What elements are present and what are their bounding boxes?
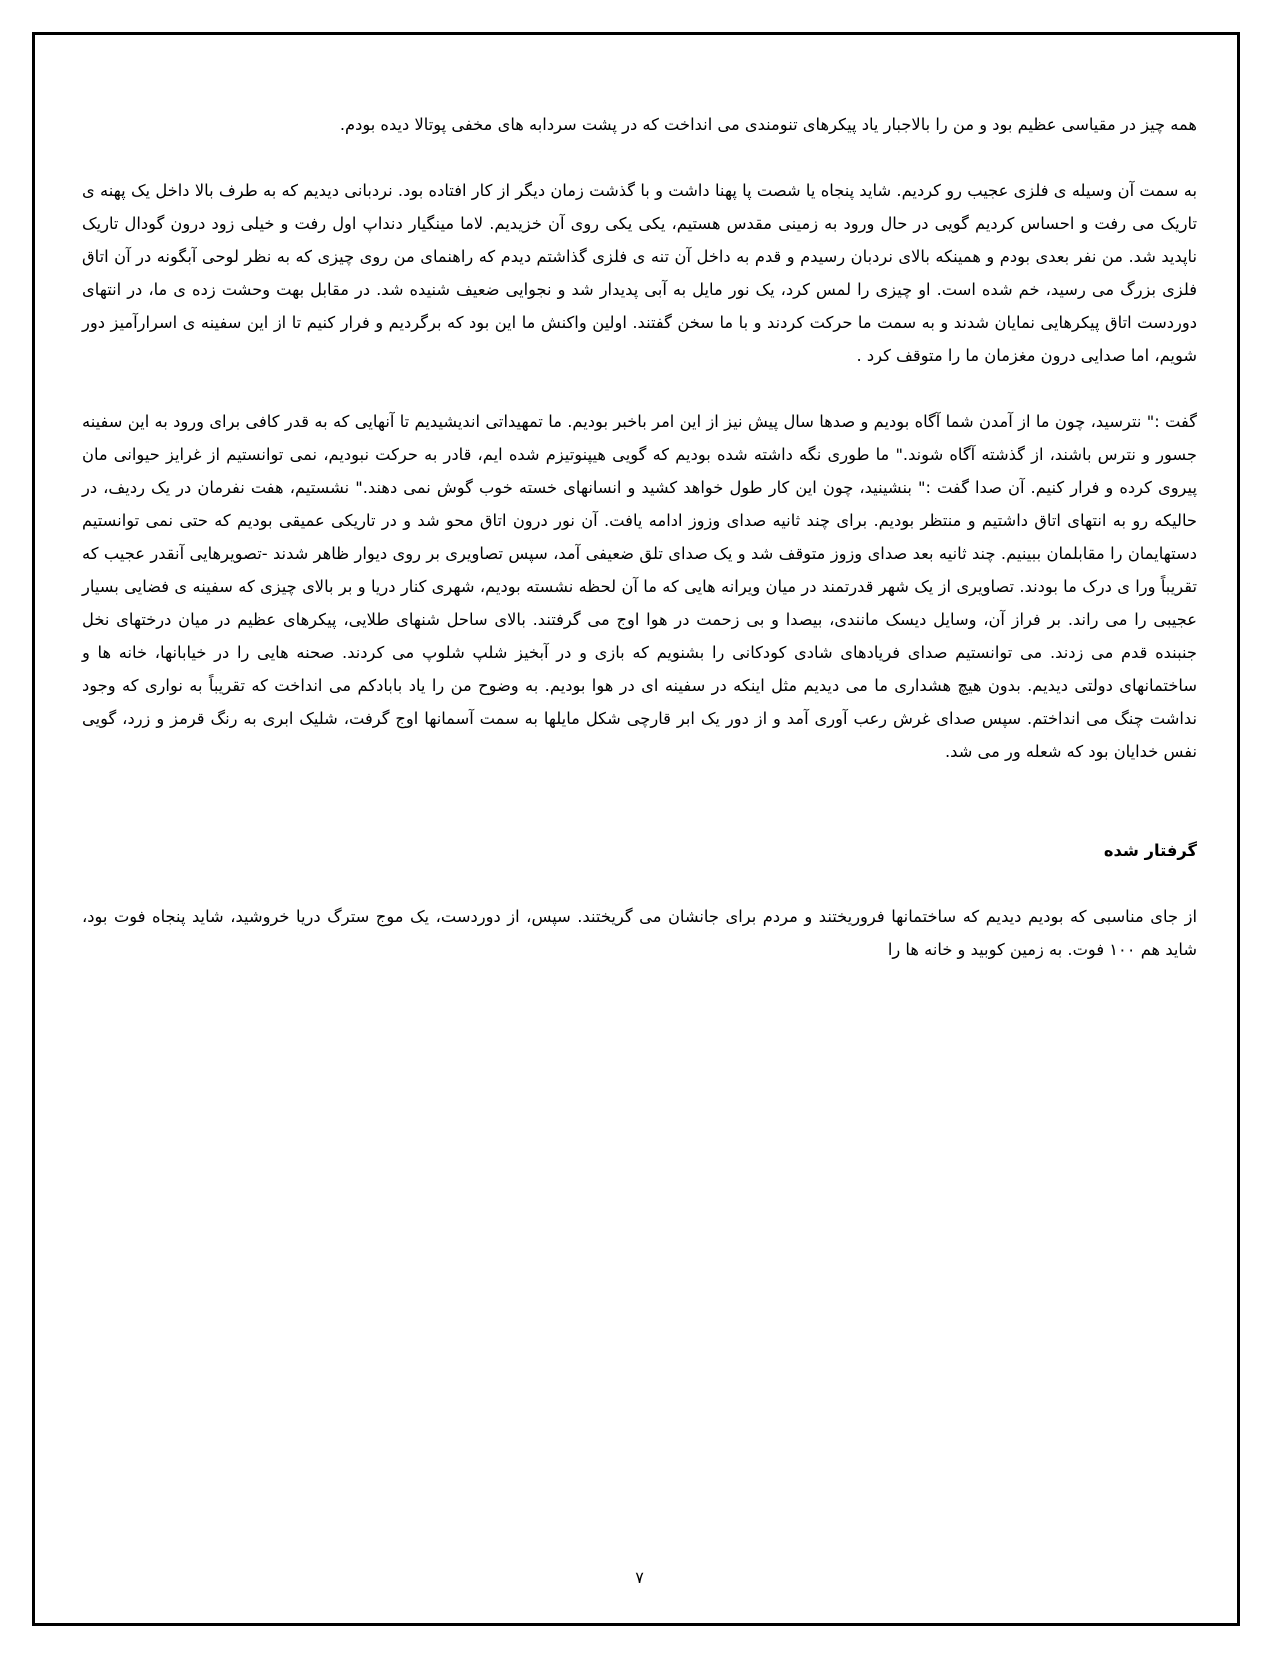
paragraph-4: از جای مناسبی که بودیم دیدیم که ساختمانها فروریختند و مردم برای جانشان می گریختند. سپس، از دوردست، یک موج سترگ دریا خروشید، شاید پنجاه فوت بود، شاید هم ۱۰۰ فوت. به زمین کوبید و خانه ها را	[82, 907, 1197, 959]
section-heading: گرفتار شده	[1103, 841, 1197, 860]
document-body	[82, 108, 1197, 966]
paragraph-3: گفت :" نترسید، چون ما از آمدن شما آگاه بودیم و صدها سال پیش نیز از این امر باخبر بودیم. ما تمهیداتی اندیشیدیم تا آنهایی که به قدر کافی برای ورود به این سفینه جسور و نترس باشند، از گذشته آگاه شوند." ما طوری نگه داشته شده بودیم که گویی هیپنوتیزم شده ایم، قادر به حرکت نبودیم، نمی توانستیم از غرایز حیوانی مان پیروی کرده و فرار کنیم. آن صدا گفت :" بنشینید، چون این کار طول خواهد کشید و انسانهای خسته خوب گوش نمی دهند." نشستیم، هفت نفرمان در یک ردیف، در حالیکه رو به انتهای اتاق داشتیم و منتظر بودیم. برای چند ثانیه صدای وزوز ادامه یافت. آن نور درون اتاق محو شد و در تاریکی عمیقی بودیم که حتی نمی توانستیم دستهایمان را مقابلمان ببینیم. چند ثانیه بعد صدای وزوز متوقف شد و یک صدای تلق ضعیفی آمد، سپس تصاویری بر روی دیوار ظاهر شدند -تصویرهایی آنقدر عجیب که تقریباً ورا ی درک ما بودند. تصاویری از یک شهر قدرتمند در میان ویرانه هایی که ما آن لحظه نشسته بودیم، شهری کنار دریا و بر بالای چیزی که سفینه ی فضایی بسیار عجیبی را می راند. بر فراز آن، وسایل دیسک مانندی، بیصدا و بی زحمت در هوا اوج می گرفتند. بالای ساحل شنهای طلایی، پیکرهای عظیم در میان درختهای نخل جنبنده قدم می زدند. می توانستیم صدای فریادهای شادی کودکانی را بشنویم که بازی و در آبخیز شلپ شلوپ می کردند. صحنه هایی را در خیابانها، خانه ها و ساختمانهای دولتی دیدیم. بدون هیچ هشداری ما می دیدیم مثل اینکه در سفینه ای در هوا بودیم. به وضوح من را یاد بابادکم می انداخت که تقریباً به نواری که وجود نداشت چنگ می انداختم. سپس صدای غرش رعب آوری آمد و از دور یک ابر قارچی شکل مایلها به سمت آسمانها اوج گرفت، شلیک ابری به رنگ قرمز و زرد، گویی نفس خدایان بود که شعله ور می شد.	[82, 412, 1197, 761]
paragraph-2: به سمت آن وسیله ی فلزی عجیب رو کردیم. شاید پنجاه یا شصت پا پهنا داشت و با گذشت زمان دیگر از کار افتاده بود. نردبانی دیدیم که به طرف بالا داخل یک پهنه ی تاریک می رفت و احساس کردیم گویی در حال ورود به زمینی مقدس هستیم، یکی یکی روی آن خزیدیم. لاما مینگیار دنداپ اول رفت و خیلی زود درون گودال تاریک ناپدید شد. من نفر بعدی بودم و همینکه بالای نردبان رسیدم و قدم به داخل آن تنه ی فلزی گذاشتم دیدم که راهنمای من روی چیزی که به نظر لوحی آبگونه در آن اتاق فلزی بزرگ می رسید، خم شده است. او چیزی را لمس کرد، یک نور مایل به آبی پدیدار شد و نجوایی ضعیف شنیده شد. در مقابل بهت وحشت زده ی ما، در انتهای دوردست اتاق پیکرهایی نمایان شدند و به سمت ما حرکت کردند و با ما سخن گفتند. اولین واکنش ما این بود که برگردیم و فرار کنیم تا از این سفینه ی اسرارآمیز دور شویم، اما صدایی درون مغزمان ما را متوقف کرد .	[82, 181, 1197, 365]
page-number: ۷	[635, 1568, 644, 1587]
paragraph-1: همه چیز در مقیاسی عظیم بود و من را بالاجبار یاد پیکرهای تنومندی می انداخت که در پشت سردابه های مخفی پوتالا دیده بودم.	[339, 115, 1197, 134]
